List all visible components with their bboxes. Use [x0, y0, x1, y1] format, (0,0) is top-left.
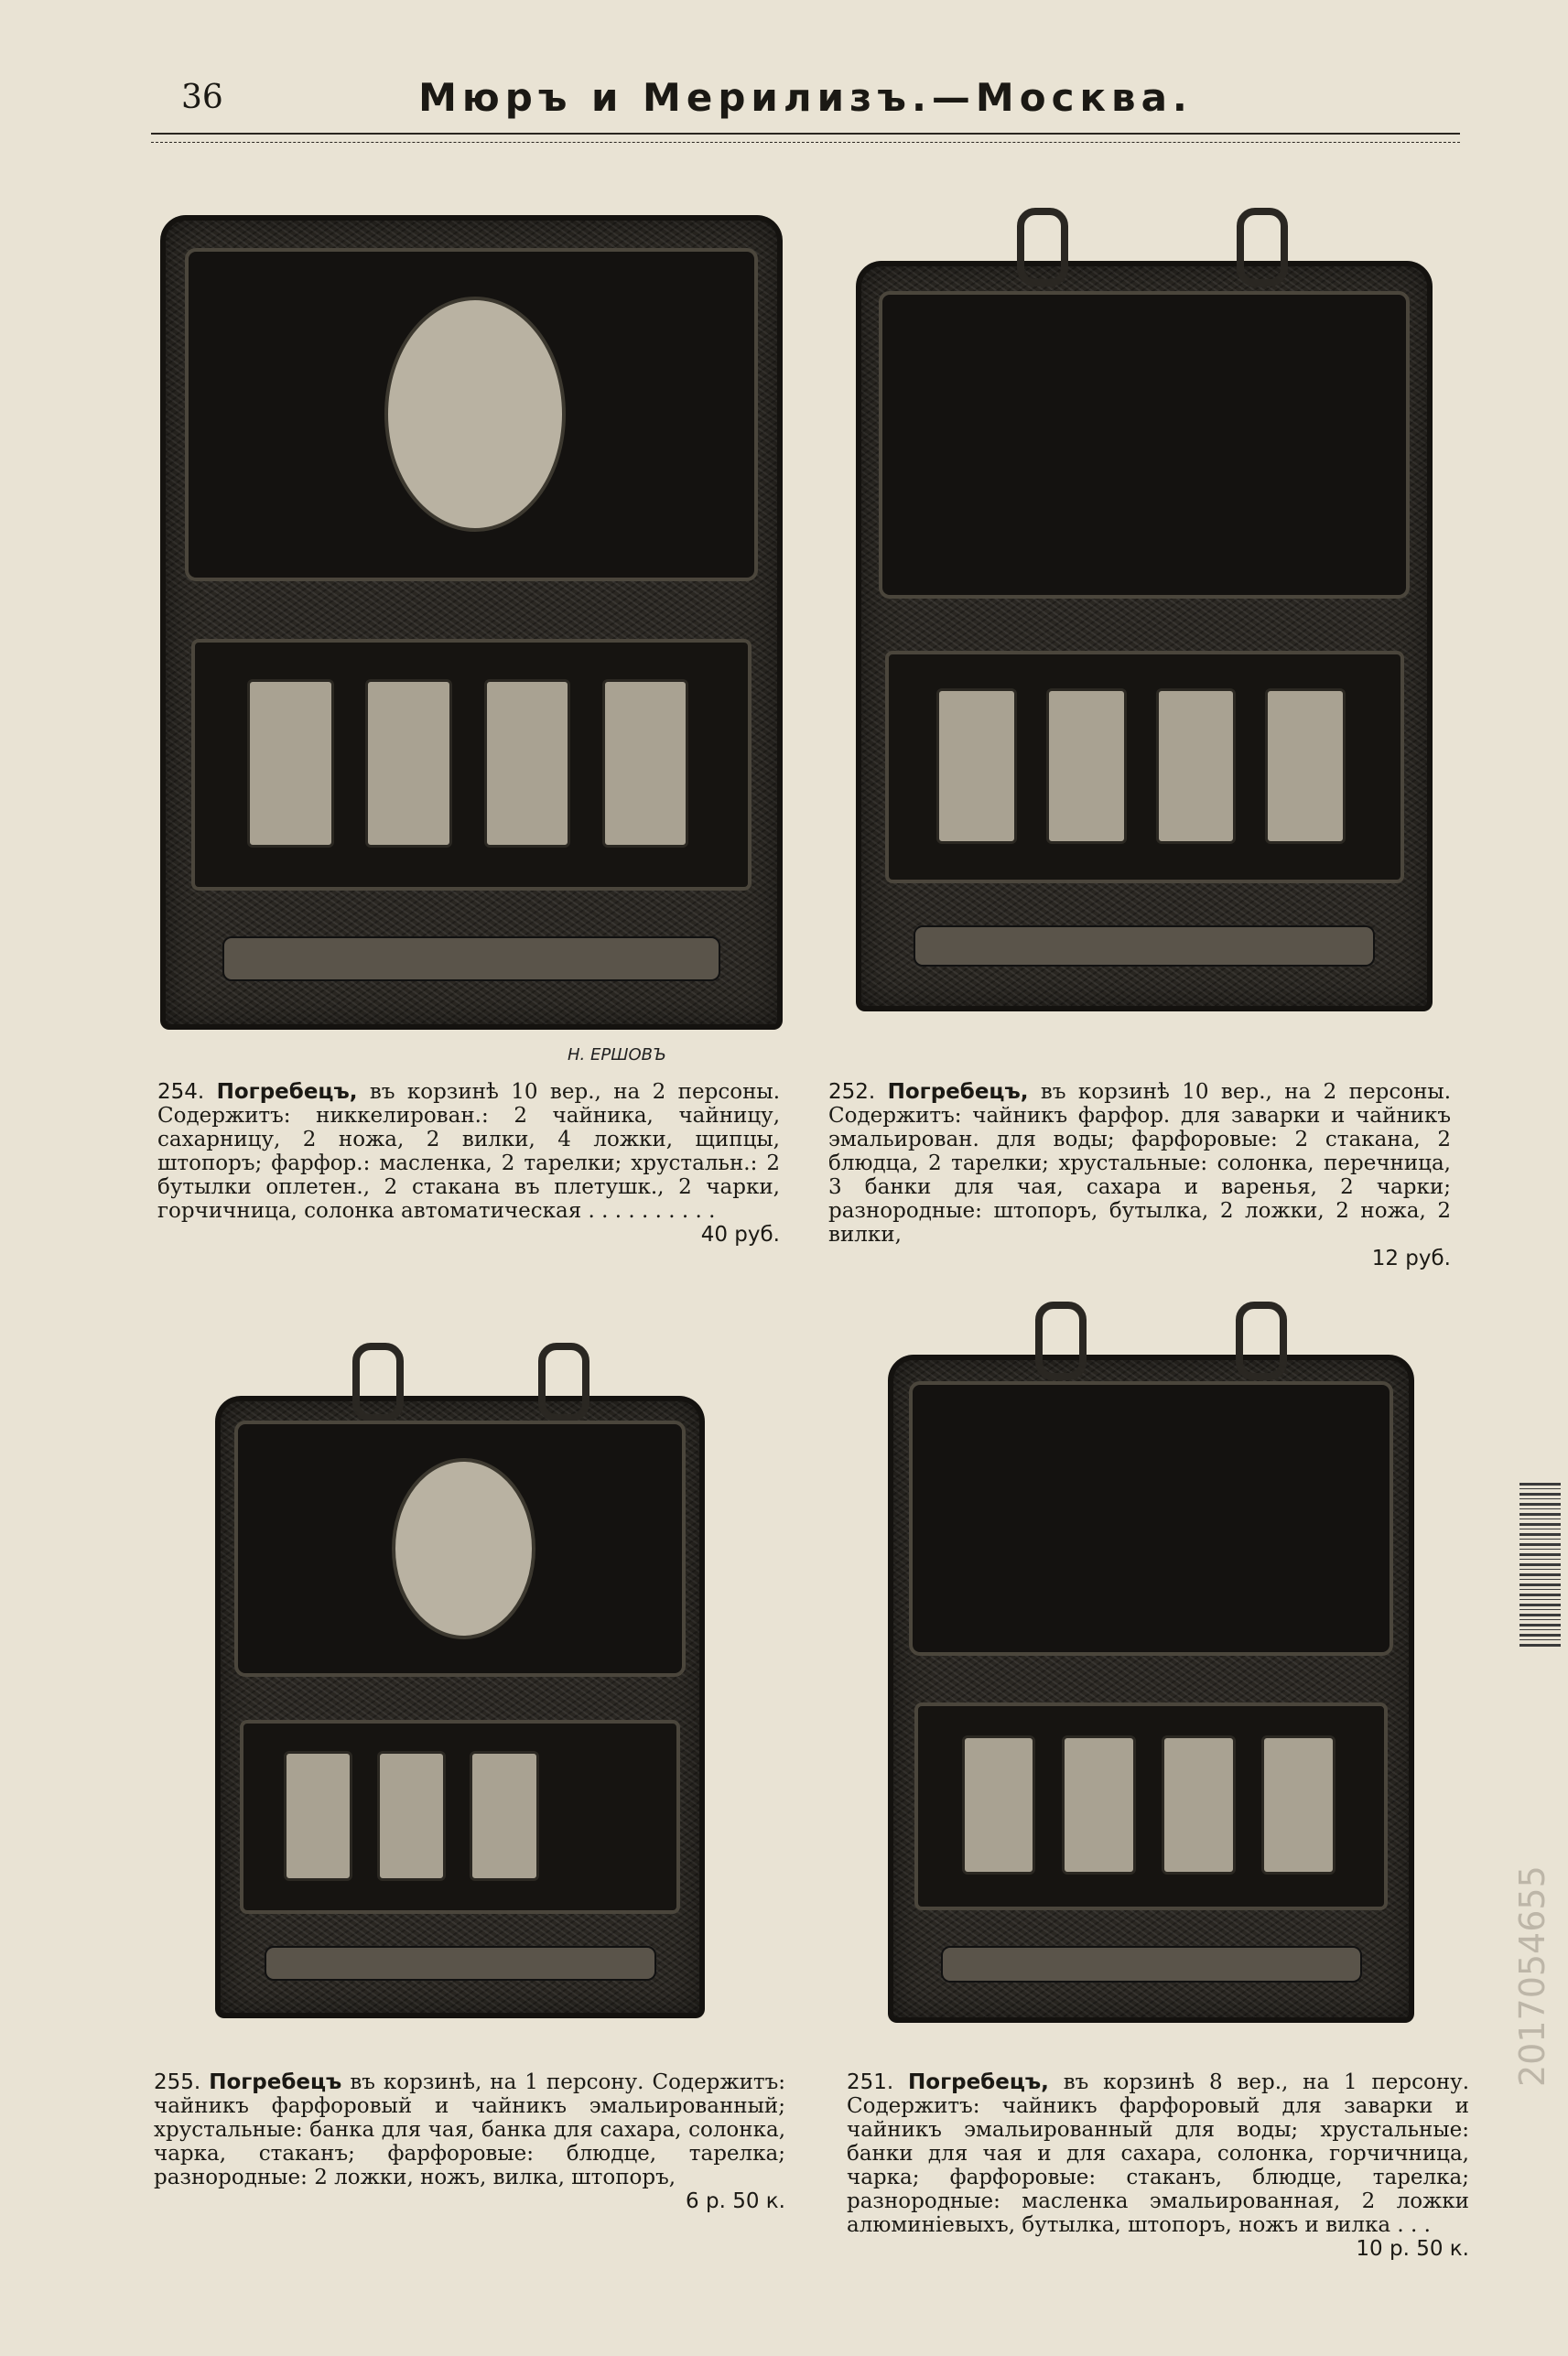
item-number: 252.: [828, 1080, 876, 1104]
page-number: 36: [181, 79, 223, 116]
jar-icon: [1046, 688, 1127, 844]
jar-icon: [470, 1751, 539, 1881]
item-description: въ корзинѣ 10 вер., на 2 персоны. Содержитъ: чайникъ фарфор. для заварки и чайникъ эмальирован. для воды; фарфоровые: 2 стакана, 2 блюдца, 2 тарелки; хрустальные: солонка, перечница, 3 банки для чая, сахара и варенья, 2 чарки; разнородные: штопоръ, бутылка, 2 ложки, 2 ножа, 2 вилки,: [828, 1080, 1452, 1247]
item-title: Погребецъ,: [887, 1080, 1029, 1104]
jar-icon: [962, 1735, 1036, 1875]
jar-icon: [365, 679, 451, 848]
item-caption-252: [828, 1080, 1451, 1270]
item-price: 10 р. 50 к.: [1356, 2237, 1469, 2261]
item-price: 12 руб.: [1371, 1247, 1451, 1270]
item-title: Погребецъ,: [908, 2070, 1049, 2094]
library-stamp: 2017054655: [1512, 1865, 1552, 2087]
item-description: въ корзинѣ 10 вер., на 2 персоны. Содержитъ: никкелирован.: 2 чайника, чайницу, сахарницу, 2 ножа, 2 вилки, 4 ложки, щипцы, штопоръ; фарфор.: масленка, 2 тарелки; хрустальн.: 2 бутылки оплетен., 2 стакана въ плетушк., 2 чарки, горчичница, солонка автоматическая . . . . . . . . . .: [157, 1080, 781, 1223]
page-title: Мюръ и Мерилизъ.—Москва.: [418, 75, 1193, 120]
item-title: Погребецъ: [209, 2070, 342, 2094]
item-caption-255: [154, 2070, 785, 2213]
handle-icon: [1017, 208, 1068, 286]
page-header: [156, 71, 1455, 126]
jar-icon: [247, 679, 333, 848]
jar-icon: [602, 679, 688, 848]
basket-strap: [941, 1946, 1362, 1983]
jar-icon: [1156, 688, 1237, 844]
basket-illustration-251: [888, 1355, 1414, 2023]
plate-icon: [392, 1458, 536, 1639]
header-rule: [151, 133, 1460, 135]
basket-illustration-254: [160, 215, 783, 1030]
basket-lid: [909, 1381, 1393, 1656]
jar-icon: [1261, 1735, 1336, 1875]
handle-icon: [352, 1343, 404, 1421]
basket-illustration-252: [856, 261, 1433, 1011]
basket-strap: [265, 1946, 656, 1981]
item-number: 255.: [154, 2070, 201, 2094]
item-number: 251.: [847, 2070, 894, 2094]
barcode-icon: [1519, 1483, 1561, 1648]
jar-icon: [1162, 1735, 1236, 1875]
item-description: въ корзинѣ, на 1 персону. Содержитъ: чайникъ фарфоровый и чайникъ эмальированный; хрустальные: банка для чая, банка для сахара, солонка, чарка, стаканъ; фарфоровые: блюдце, тарелка; разнородные: 2 ложки, ножъ, вилка, штопоръ,: [154, 2070, 786, 2189]
jar-icon: [284, 1751, 353, 1881]
header-rule-dashed: [151, 142, 1460, 143]
handle-icon: [538, 1343, 589, 1421]
plate-icon: [384, 297, 566, 532]
jar-icon: [1062, 1735, 1136, 1875]
jar-icon: [1265, 688, 1346, 844]
handle-icon: [1237, 208, 1288, 286]
engraver-signature: Н. ЕРШОВЪ: [568, 1045, 666, 1065]
basket-strap: [914, 925, 1375, 967]
basket-lid: [879, 291, 1410, 599]
item-price: 40 руб.: [700, 1223, 780, 1247]
item-title: Погребецъ,: [216, 1080, 358, 1104]
basket-illustration-255: [215, 1396, 705, 2018]
item-number: 254.: [157, 1080, 205, 1104]
jar-icon: [936, 688, 1017, 844]
jar-icon: [484, 679, 570, 848]
jar-icon: [377, 1751, 447, 1881]
item-caption-254: [157, 1080, 780, 1247]
handle-icon: [1236, 1302, 1287, 1380]
item-caption-251: [847, 2070, 1469, 2261]
basket-strap: [222, 936, 720, 981]
item-description: въ корзинѣ 8 вер., на 1 персону. Содержитъ: чайникъ фарфоровый для заварки и чайникъ эмальированный для воды; хрустальные: банки для чая и для сахара, солонка, горчичница, чарка; фарфоровые: стаканъ, блюдце, тарелка; разнородные: масленка эмальированная, 2 ложки алюминіевыхъ, бутылка, штопоръ, ножъ и вилка . . .: [847, 2070, 1470, 2237]
handle-icon: [1035, 1302, 1087, 1380]
item-price: 6 р. 50 к.: [686, 2189, 785, 2213]
